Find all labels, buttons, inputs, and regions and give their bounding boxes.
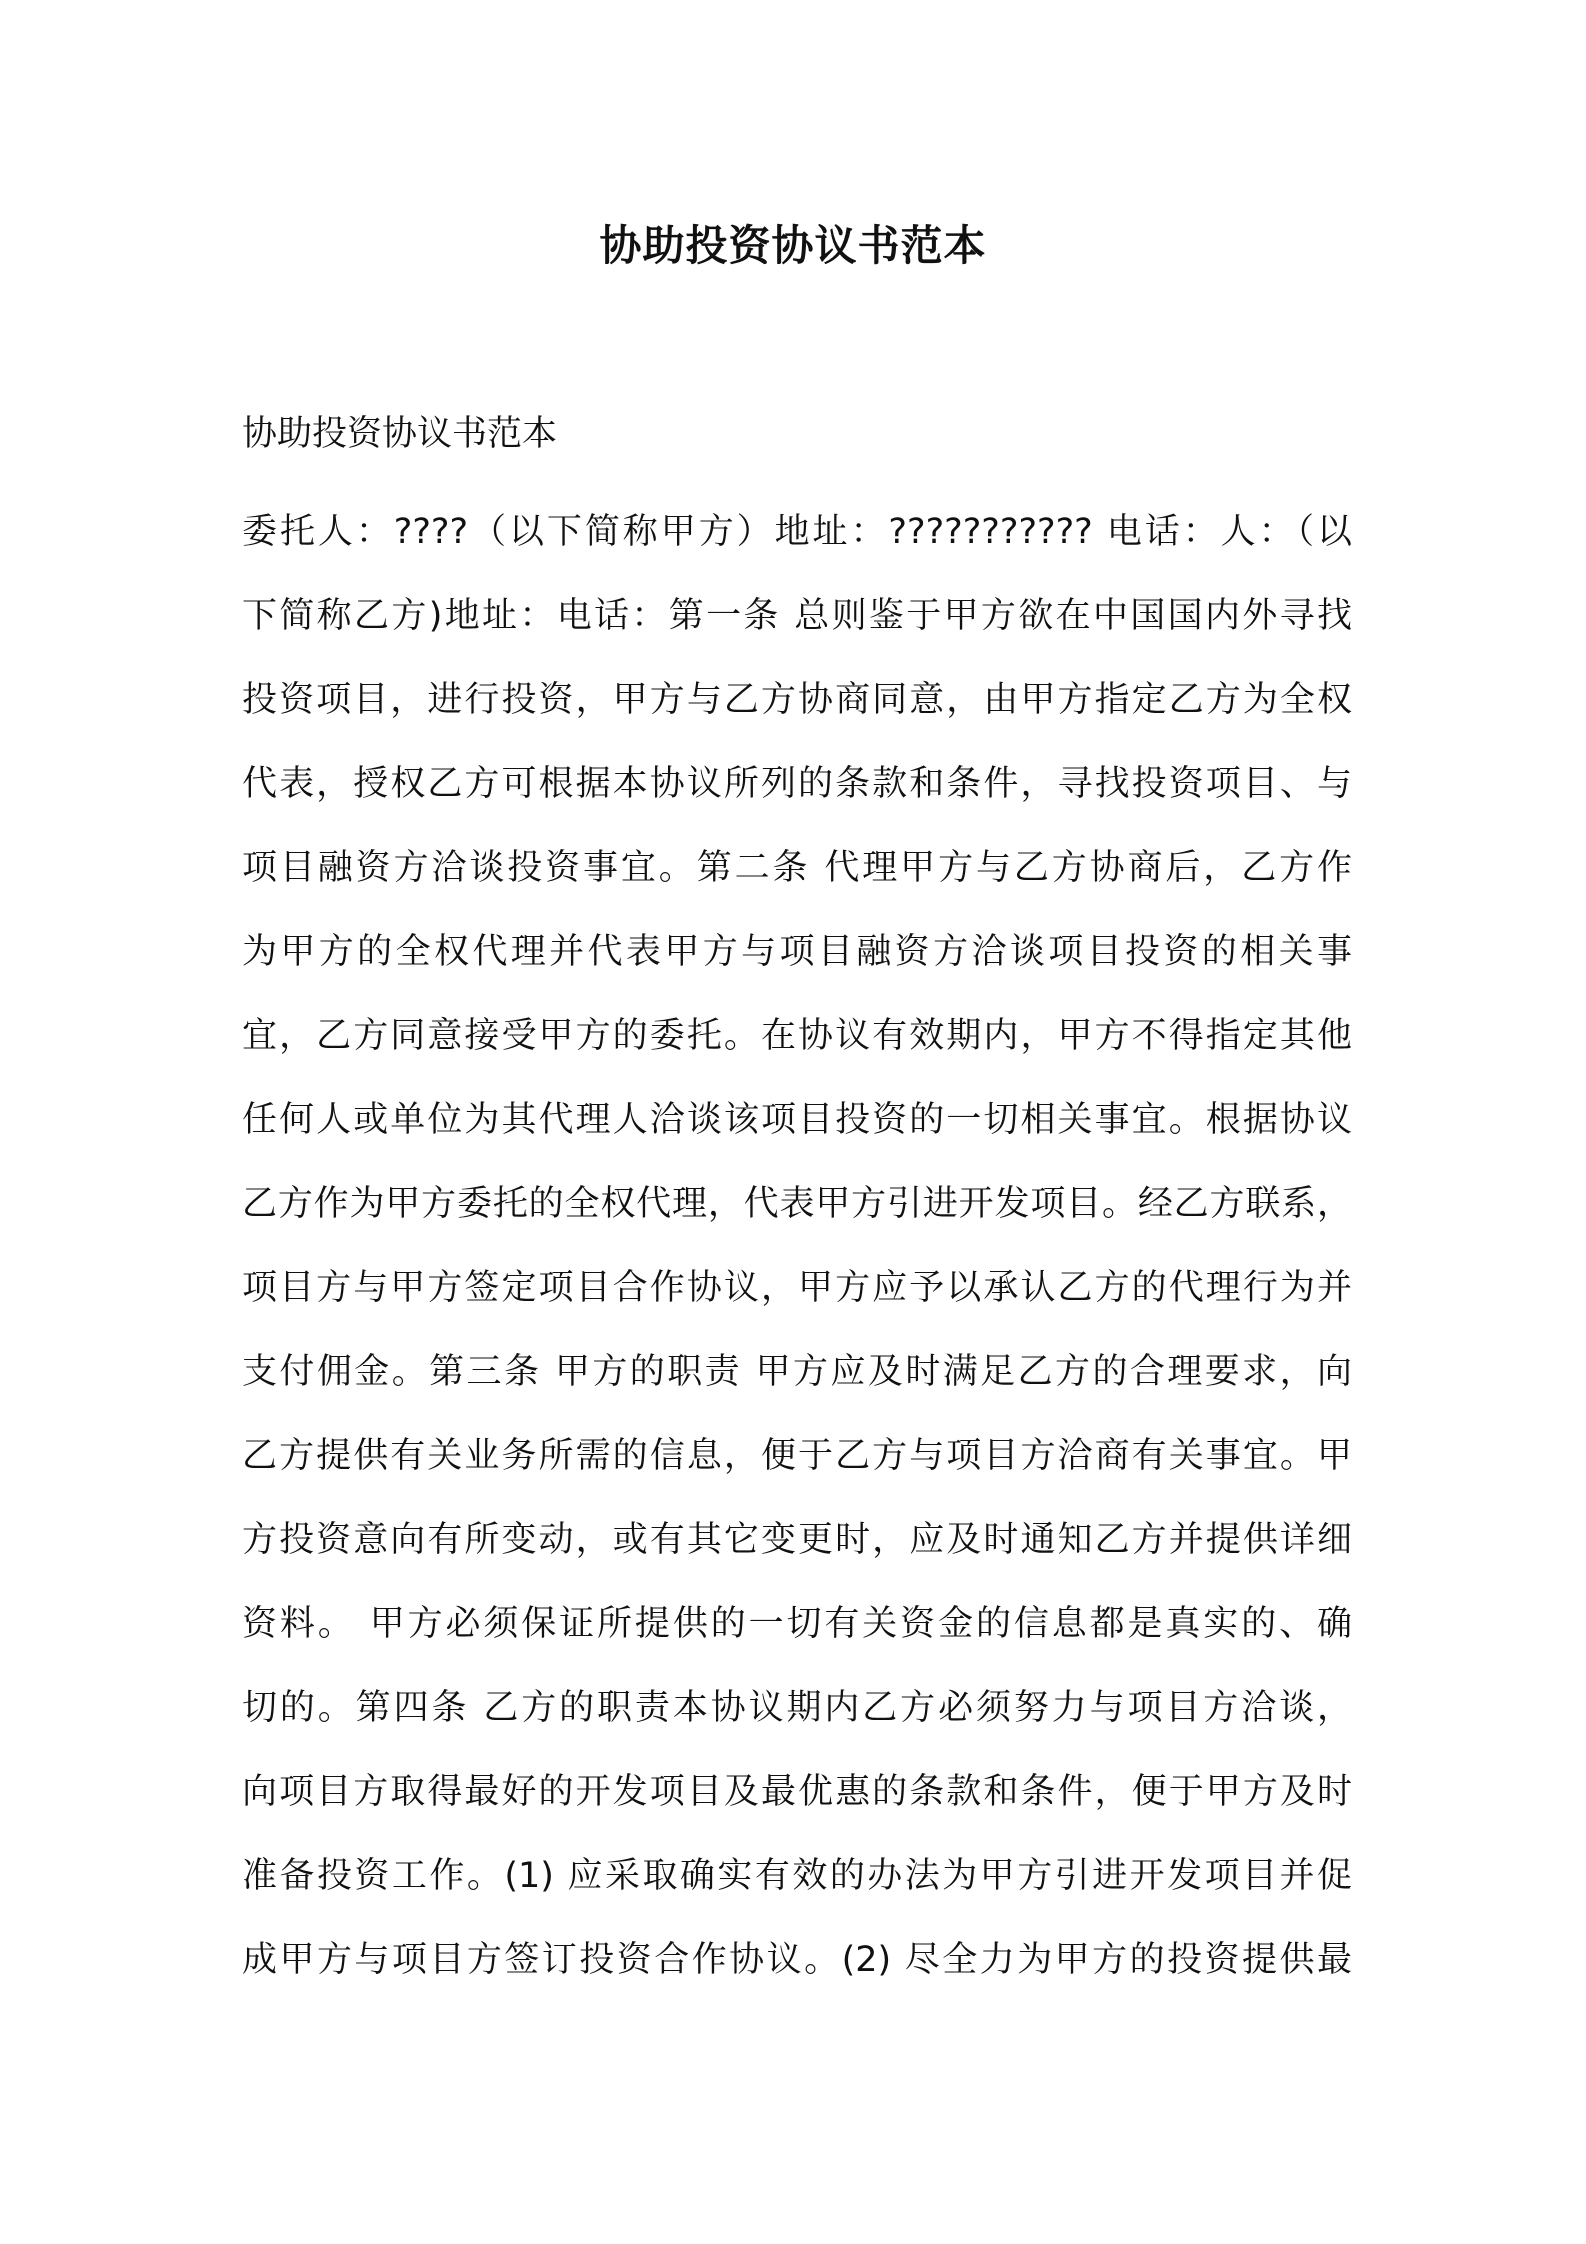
body-line: 方投资意向有所变动，或有其它变更时，应及时通知乙方并提供详细 [242,1520,1352,1560]
body-line: 为甲方的全权代理并代表甲方与项目融资方洽谈项目投资的相关事 [242,932,1352,972]
body-line: 项目融资方洽谈投资事宜。第二条 代理甲方与乙方协商后，乙方作 [242,848,1352,888]
body-line: 资料。 甲方必须保证所提供的一切有关资金的信息都是真实的、确 [242,1604,1352,1644]
body-line: 成甲方与项目方签订投资合作协议。(2) 尽全力为甲方的投资提供最 [242,1940,1352,1980]
body-line: 任何人或单位为其代理人洽谈该项目投资的一切相关事宜。根据协议 [242,1100,1352,1140]
body-line: 切的。第四条 乙方的职责本协议期内乙方必须努力与项目方洽谈， [242,1688,1352,1728]
body-line: 准备投资工作。(1) 应采取确实有效的办法为甲方引进开发项目并促 [242,1856,1352,1896]
body-line: 委托人：????（以下简称甲方）地址：??????????? 电话：人：（以 [242,512,1352,552]
body-line: 乙方提供有关业务所需的信息，便于乙方与项目方洽商有关事宜。甲 [242,1436,1352,1476]
body-line: 支付佣金。第三条 甲方的职责 甲方应及时满足乙方的合理要求，向 [242,1352,1352,1392]
body-line: 向项目方取得最好的开发项目及最优惠的条款和条件，便于甲方及时 [242,1772,1352,1812]
body-line: 代表，授权乙方可根据本协议所列的条款和条件，寻找投资项目、与 [242,764,1352,804]
body-line: 乙方作为甲方委托的全权代理，代表甲方引进开发项目。经乙方联系， [242,1184,1352,1224]
document-title: 协助投资协议书范本 [599,221,987,270]
body-line: 下简称乙方)地址：电话：第一条 总则鉴于甲方欲在中国国内外寻找 [242,596,1352,636]
document-subtitle: 协助投资协议书范本 [242,414,558,454]
body-line: 宜，乙方同意接受甲方的委托。在协议有效期内，甲方不得指定其他 [242,1016,1352,1056]
body-line: 投资项目，进行投资，甲方与乙方协商同意，由甲方指定乙方为全权 [242,680,1352,720]
document-body [242,490,1352,2002]
body-line: 项目方与甲方签定项目合作协议，甲方应予以承认乙方的代理行为并 [242,1268,1352,1308]
